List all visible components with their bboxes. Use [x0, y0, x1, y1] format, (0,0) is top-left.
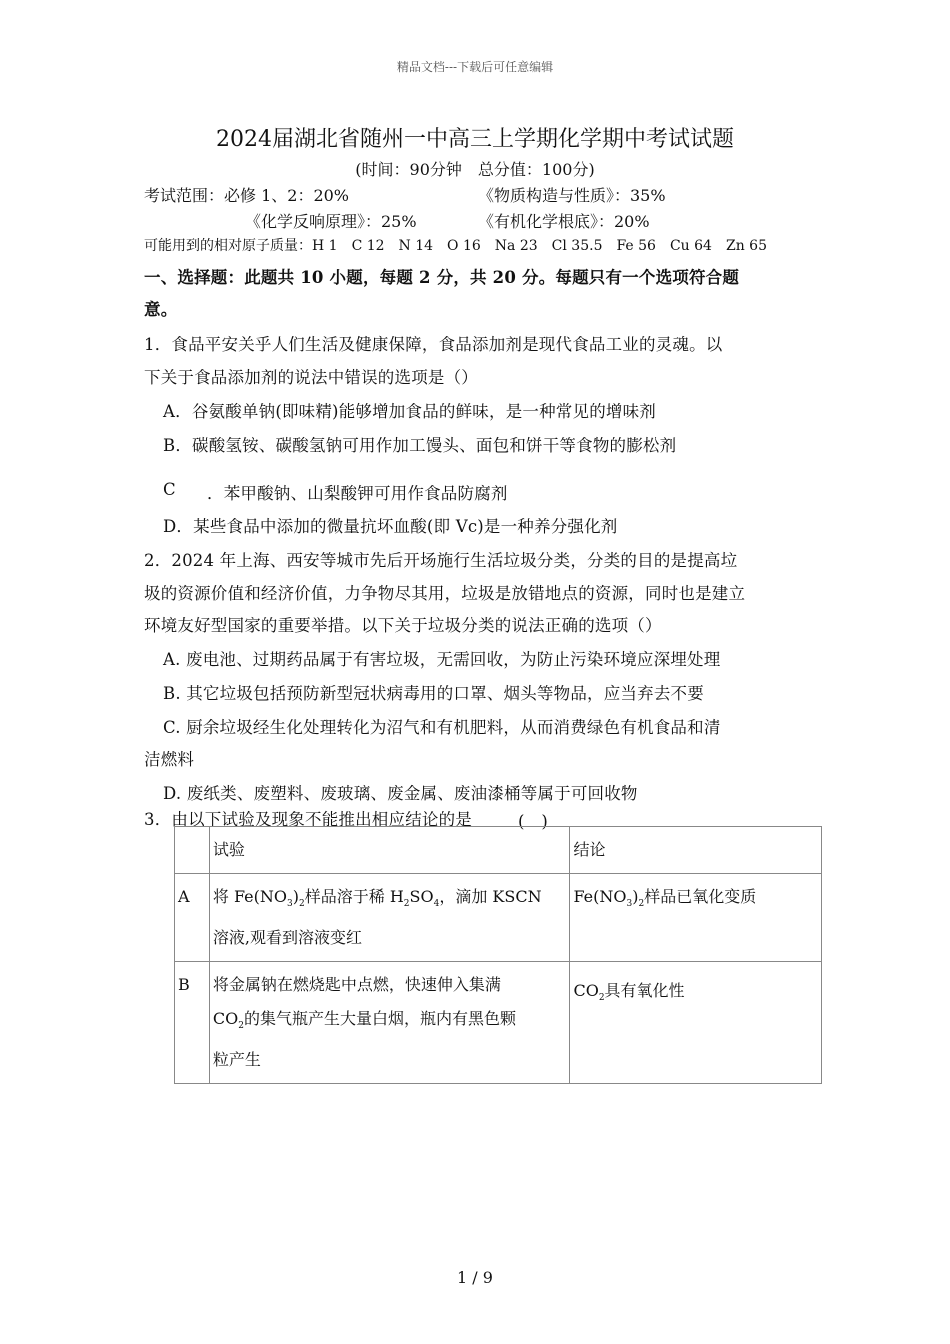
q1-option-c-letter: C — [163, 480, 176, 499]
q2-option-c: C. 厨余垃圾经生化处理转化为沼气和有机肥料，从而消费绿色有机食品和清 — [163, 718, 721, 737]
table-row — [175, 874, 822, 962]
scope-line1-a: 考试范围：必修 1、2：20% — [144, 186, 350, 205]
atomic-mass-line: 可能用到的相对原子质量：H 1 C 12 N 14 O 16 Na 23 Cl 35.5 Fe 56 Cu 64 Zn 65 — [144, 238, 767, 254]
q1-option-c: ．苯甲酸钠、山梨酸钾可用作食品防腐剂 — [207, 484, 508, 503]
page-indicator: 1 / 9 — [457, 1268, 493, 1287]
table-header-conclusion: 结论 — [570, 827, 822, 874]
scope-line2-b: 《有机化学根底》：20% — [478, 212, 650, 231]
scope-line2-a: 《化学反响原理》：25% — [245, 212, 417, 231]
row-b-experiment: 将金属钠在燃烧匙中点燃，快速伸入集满 $CO_2$的集气瓶产生大量白烟，瓶内有黑色颗 粒产生 — [209, 962, 570, 1084]
q2-option-c-cont: 洁燃料 — [144, 750, 195, 769]
table-row — [175, 962, 822, 1084]
row-a-experiment: 将 $Fe(NO_3)_2$样品溶于稀 $H_2SO_4$，滴加 KSCN 溶液,观看到溶液变红 — [209, 874, 570, 962]
table-header-cell — [175, 827, 210, 874]
q2-option-b: B. 其它垃圾包括预防新型冠状病毒用的口罩、烟头等物品，应当弃去不要 — [163, 684, 704, 703]
section-heading: 一、选择题：此题共 10 小题，每题 2 分，共 20 分。每题只有一个选项符合题 — [144, 268, 740, 287]
q1-option-b: B．碳酸氢铵、碳酸氢钠可用作加工馒头、面包和饼干等食物的膨松剂 — [163, 436, 677, 455]
row-a-label: A — [175, 874, 210, 962]
q3-stem: 3．由以下试验及现象不能推出相应结论的是 — [144, 810, 472, 829]
page-title: 2024届湖北省随州一中高三上学期化学期中考试试题 — [216, 127, 734, 152]
q1-option-a: A．谷氨酸单钠(即味精)能够增加食品的鲜味，是一种常见的增味剂 — [163, 402, 656, 421]
q1-stem: 1．食品平安关乎人们生活及健康保障，食品添加剂是现代食品工业的灵魂。以 — [144, 335, 723, 354]
header-note: 精品文档---下载后可任意编辑 — [396, 60, 554, 74]
q3-answer-paren: ( ) — [518, 812, 548, 831]
scope-line1-b: 《物质构造与性质》：35% — [478, 186, 666, 205]
exam-time-score: (时间：90分钟 总分值：100分) — [355, 160, 595, 179]
q1-option-d: D．某些食品中添加的微量抗坏血酸(即 Vc)是一种养分强化剂 — [163, 517, 618, 536]
q1-stem-cont: 下关于食品添加剂的说法中错误的选项是（） — [144, 368, 478, 387]
q2-stem: 2．2024 年上海、西安等城市先后开场施行生活垃圾分类，分类的目的是提高垃 — [144, 551, 738, 570]
q2-stem-cont1: 圾的资源价值和经济价值，力争物尽其用，垃圾是放错地点的资源，同时也是建立 — [144, 584, 746, 603]
row-a-conclusion: $Fe(NO_3)_2$样品已氧化变质 — [570, 874, 822, 962]
q3-table — [174, 826, 822, 1084]
q2-option-a: A. 废电池、过期药品属于有害垃圾，无需回收，为防止污染环境应深埋处理 — [163, 650, 721, 669]
section-heading-cont: 意。 — [144, 300, 178, 319]
table-header-experiment: 试验 — [209, 827, 570, 874]
table-header-row — [175, 827, 822, 874]
q2-stem-cont2: 环境友好型国家的重要举措。以下关于垃圾分类的说法正确的选项（） — [144, 616, 662, 635]
row-b-label: B — [175, 962, 210, 1084]
q2-option-d: D. 废纸类、废塑料、废玻璃、废金属、废油漆桶等属于可回收物 — [163, 784, 638, 803]
row-b-conclusion: $CO_2$具有氧化性 — [570, 962, 822, 1084]
